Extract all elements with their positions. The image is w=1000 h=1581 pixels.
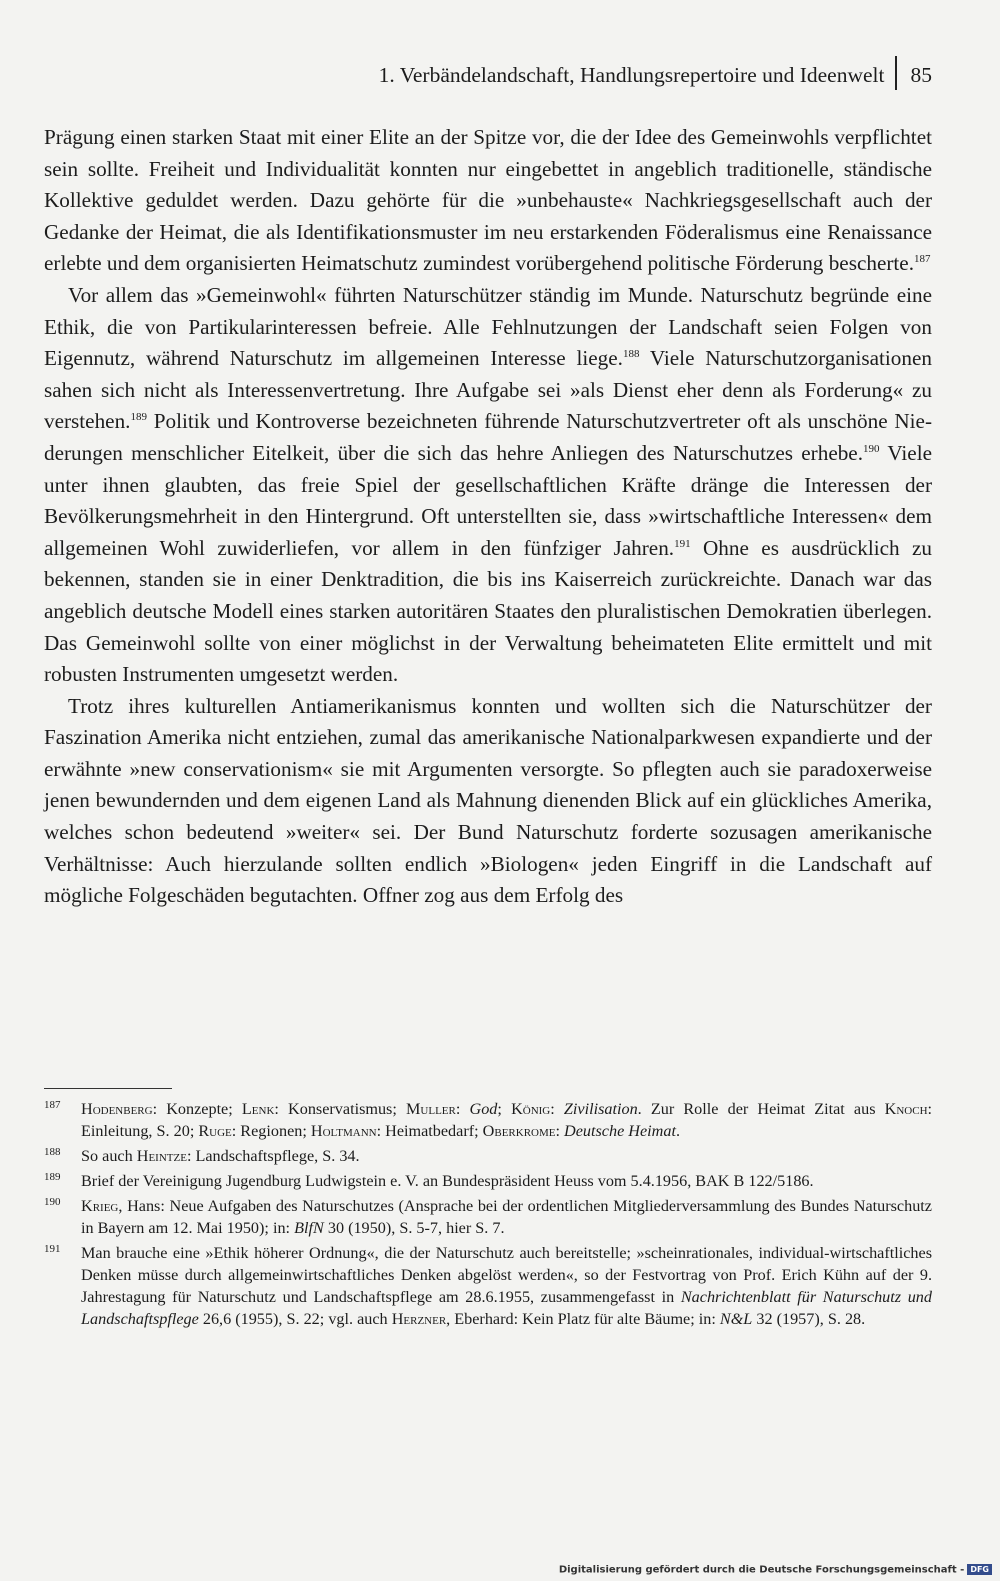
footnote-ref: 190 [863,442,880,455]
footnote-187: 187 Hodenberg: Konzepte; Lenk: Konservatismus; Muller: God; König: Zivilisation. Zur Rolle der Heimat Zitat aus Knoch: Einleitung, S. 20; Ruge: Regionen; Holtmann: Heimatbedarf; Oberkrome: Deutsche Heimat. [44,1098,932,1142]
paragraph: Prägung einen starken Staat mit einer Elite an der Spitze vor, die der Idee des Gemeinwohls verpflichtet sein sollte. Freiheit und Individualität konnten nur eingebettet in angeblich traditionelle, ständische Kollektive geduldet werden. Dazu gehörte für die »unbehauste« Nachkriegsgesellschaft auch der Gedanke der Heimat, die als Identifikationsmuster im neu erstarkenden Föderalismus eine Renaissance erlebte und dem organisierten Heimatschutz zumindest vorübergehend politische Förderung bescherte.$^{187}$ [44,125,932,276]
header-rule [895,56,897,90]
running-title: 1. Verbändelandschaft, Handlungsrepertoire und Ideenwelt [378,63,885,87]
page-number: 85 [910,63,932,87]
footnote-number: 191 [44,1243,61,1255]
dfg-logo: DFG [967,1564,992,1575]
main-text [44,122,932,912]
footnote-ref: 188 [622,348,640,361]
footnote-ref: 189 [130,411,147,424]
paragraph: Trotz ihres kulturellen Antiamerikanismus konnten und wollten sich die Naturschützer der Faszination Amerika nicht entziehen, zumal das amerikanische Nationalparkwesen expandierte und der erwähnte »new conservationism« sie mit Argumenten versorgte. So pflegten auch sie paradoxerweise jenen bewundernden und dem eigenen Land als Mahnung dienenden Blick auf ein glückliches Amerika, welches schon bedeutend »weiter« sei. Der Bund Naturschutz forderte sozusagen amerikanische Verhältnisse: Auch hierzulande sollten endlich »Biologen« jeden Eingriff in die Landschaft auf mögliche Folgeschäden begutachten. Offner zog aus dem Erfolg des [44,693,932,908]
footnote-189: 189 Brief der Vereinigung Jugendburg Ludwigstein e. V. an Bundespräsident Heuss vom 5.4.1956, BAK B 122/5186. [44,1170,932,1192]
digitization-notice: Digitalisierung gefördert durch die Deutsche Forschungsgemeinschaft - DFG [559,1564,992,1576]
paragraph: Vor allem das »Gemeinwohl« führten Naturschützer ständig im Munde. Naturschutz begründe eine Ethik, die von Partikularinteressen befreie. Alle Fehlnutzungen der Landschaft seien Folgen von Eigennutz, während Naturschutz im allgemeinen Interesse liege.$^{188}$ Viele Naturschutzorganisationen sahen sich nicht als Interessenvertretung. Ihre Aufgabe sei »als Dienst eher denn als Forderung« zu verstehen.$^{189}$ Politik und Kontroverse bezeichneten führende Naturschutzvertreter oft als unschöne Niederungen menschlicher Eitelkeit, über die sich das hehre Anliegen des Naturschutzes erhebe.$^{190}$ Viele unter ihnen glaubten, das freie Spiel der gesellschaftlichen Kräfte dränge die Interessen der Bevölkerungsmehrheit in den Hintergrund. Oft unterstellten sie, dass »wirtschaftliche Interessen« dem allgemeinen Wohl zuwiderliefen, vor allem in den fünfziger Jahren.$^{191}$ Ohne es ausdrücklich zu bekennen, standen sie in einer Denktradition, die bis ins Kaiserreich zurückreichte. Danach war das angeblich deutsche Modell eines starken autoritären Staates den pluralistischen Demokratien überlegen. Das Gemeinwohl sollte von einer möglichst in der Verwaltung beheimateten Elite ermittelt und mit robusten Instrumenten umgesetzt werden. [44,282,932,687]
footnote-ref: 191 [674,537,691,550]
footnote-188: 188 So auch Heintze: Landschaftspflege, S. 34. [44,1145,932,1167]
footnote-number: 190 [44,1196,61,1208]
footnote-number: 187 [44,1099,61,1111]
footnote-ref: 187 [914,253,931,266]
footnote-190: 190 Krieg, Hans: Neue Aufgaben des Naturschutzes (Ansprache bei der ordentlichen Mitgliederversammlung des Bundes Naturschutz in Bayern am 12. Mai 1950); in: BlfN 30 (1950), S. 5-7, hier S. 7. [44,1195,932,1239]
footnote-number: 188 [44,1146,61,1158]
footnote-separator [44,1088,172,1089]
footnote-191: 191 Man brauche eine »Ethik höherer Ordnung«, die der Naturschutz auch bereitstelle; »scheinrationales, individual-wirtschaftliches Denken müsse durch allgemeinwirtschaftliches Denken abgelöst werden«, so der Festvortrag von Prof. Erich Kühn auf der 9. Jahrestagung für Naturschutz und Landschaftspflege am 28.6.1955, zusammengefasst in Nachrichtenblatt für Naturschutz und Landschaftspflege 26,6 (1955), S. 22; vgl. auch Herzner, Eberhard: Kein Platz für alte Bäume; in: N&L 32 (1957), S. 28. [44,1242,932,1330]
running-header [44,58,932,92]
footnotes [44,1098,932,1333]
footnote-number: 189 [44,1171,61,1183]
